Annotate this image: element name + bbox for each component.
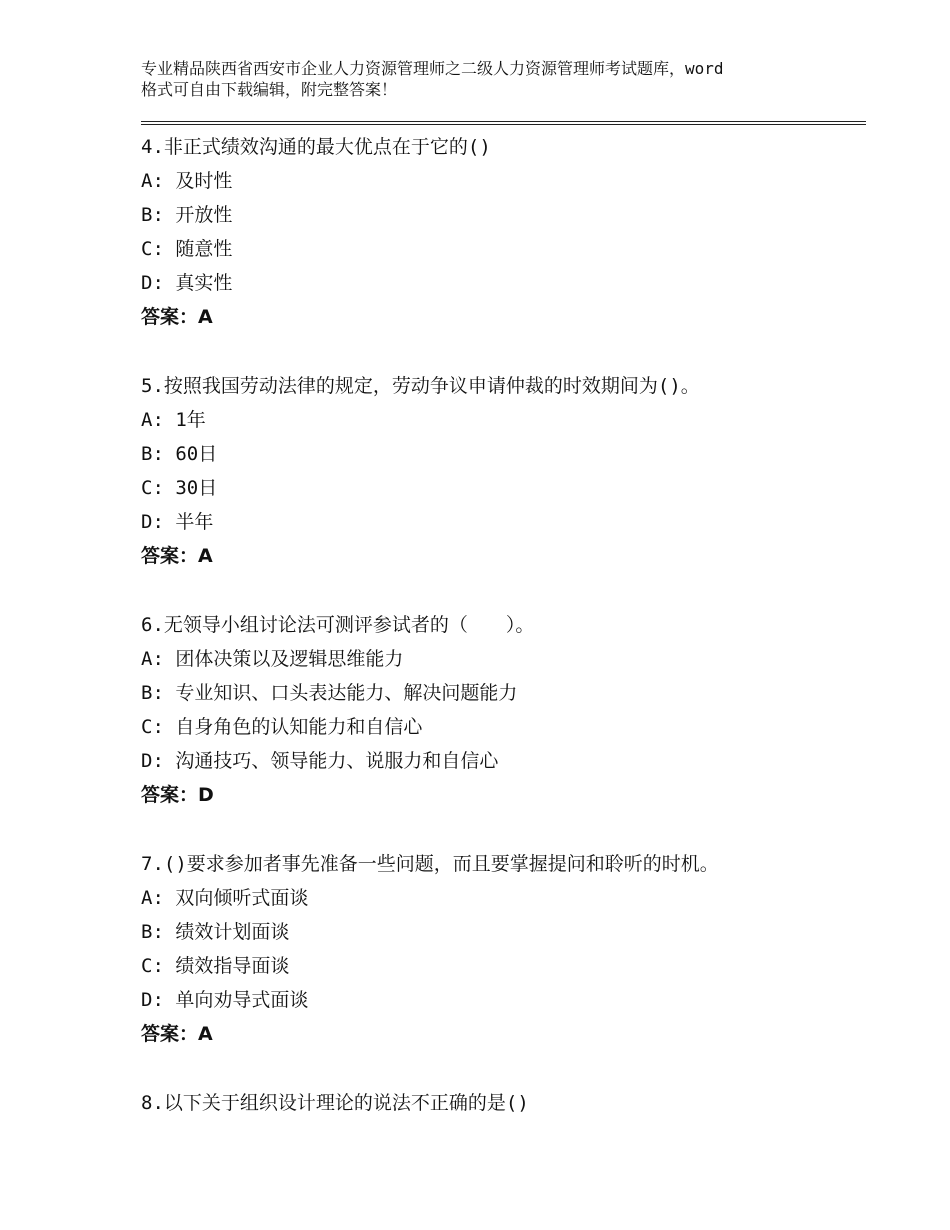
question-5 [141,369,841,573]
question-stem: 8.以下关于组织设计理论的说法不正确的是() [141,1092,529,1114]
question-stem: 5.按照我国劳动法律的规定，劳动争议申请仲裁的时效期间为()。 [141,375,700,397]
question-list [141,130,841,1120]
option-d: D: 单向劝导式面谈 [141,989,309,1011]
question-7 [141,847,841,1051]
answer: 答案：A [141,545,213,567]
option-c: C: 随意性 [141,238,233,260]
option-d: D: 半年 [141,511,214,533]
spacer [141,573,841,608]
option-a: A: 1年 [141,409,206,431]
option-c: C: 自身角色的认知能力和自信心 [141,716,423,738]
header-divider-top [141,121,866,122]
header-line-1: 专业精品陕西省西安市企业人力资源管理师之二级人力资源管理师考试题库，word [141,59,724,78]
spacer [141,334,841,369]
option-b: B: 绩效计划面谈 [141,921,290,943]
option-d: D: 真实性 [141,272,233,294]
header-line-2: 格式可自由下载编辑，附完整答案！ [141,80,398,99]
question-stem: 4.非正式绩效沟通的最大优点在于它的() [141,136,491,158]
option-a: A: 团体决策以及逻辑思维能力 [141,648,404,670]
option-d: D: 沟通技巧、领导能力、说服力和自信心 [141,750,499,772]
question-8 [141,1086,841,1120]
option-b: B: 60日 [141,443,218,465]
option-b: B: 专业知识、口头表达能力、解决问题能力 [141,682,518,704]
option-c: C: 30日 [141,477,218,499]
answer: 答案：D [141,784,214,806]
spacer [141,1051,841,1086]
option-a: A: 及时性 [141,170,233,192]
option-a: A: 双向倾听式面谈 [141,887,309,909]
option-b: B: 开放性 [141,204,233,226]
answer: 答案：A [141,306,213,328]
option-c: C: 绩效指导面谈 [141,955,290,977]
header-divider-bottom [141,124,866,125]
document-header [141,58,831,100]
question-4 [141,130,841,334]
question-stem: 7.()要求参加者事先准备一些问题，而且要掌握提问和聆听的时机。 [141,853,719,875]
spacer [141,812,841,847]
answer: 答案：A [141,1023,213,1045]
question-6 [141,608,841,812]
question-stem: 6.无领导小组讨论法可测评参试者的（ ）。 [141,614,535,636]
